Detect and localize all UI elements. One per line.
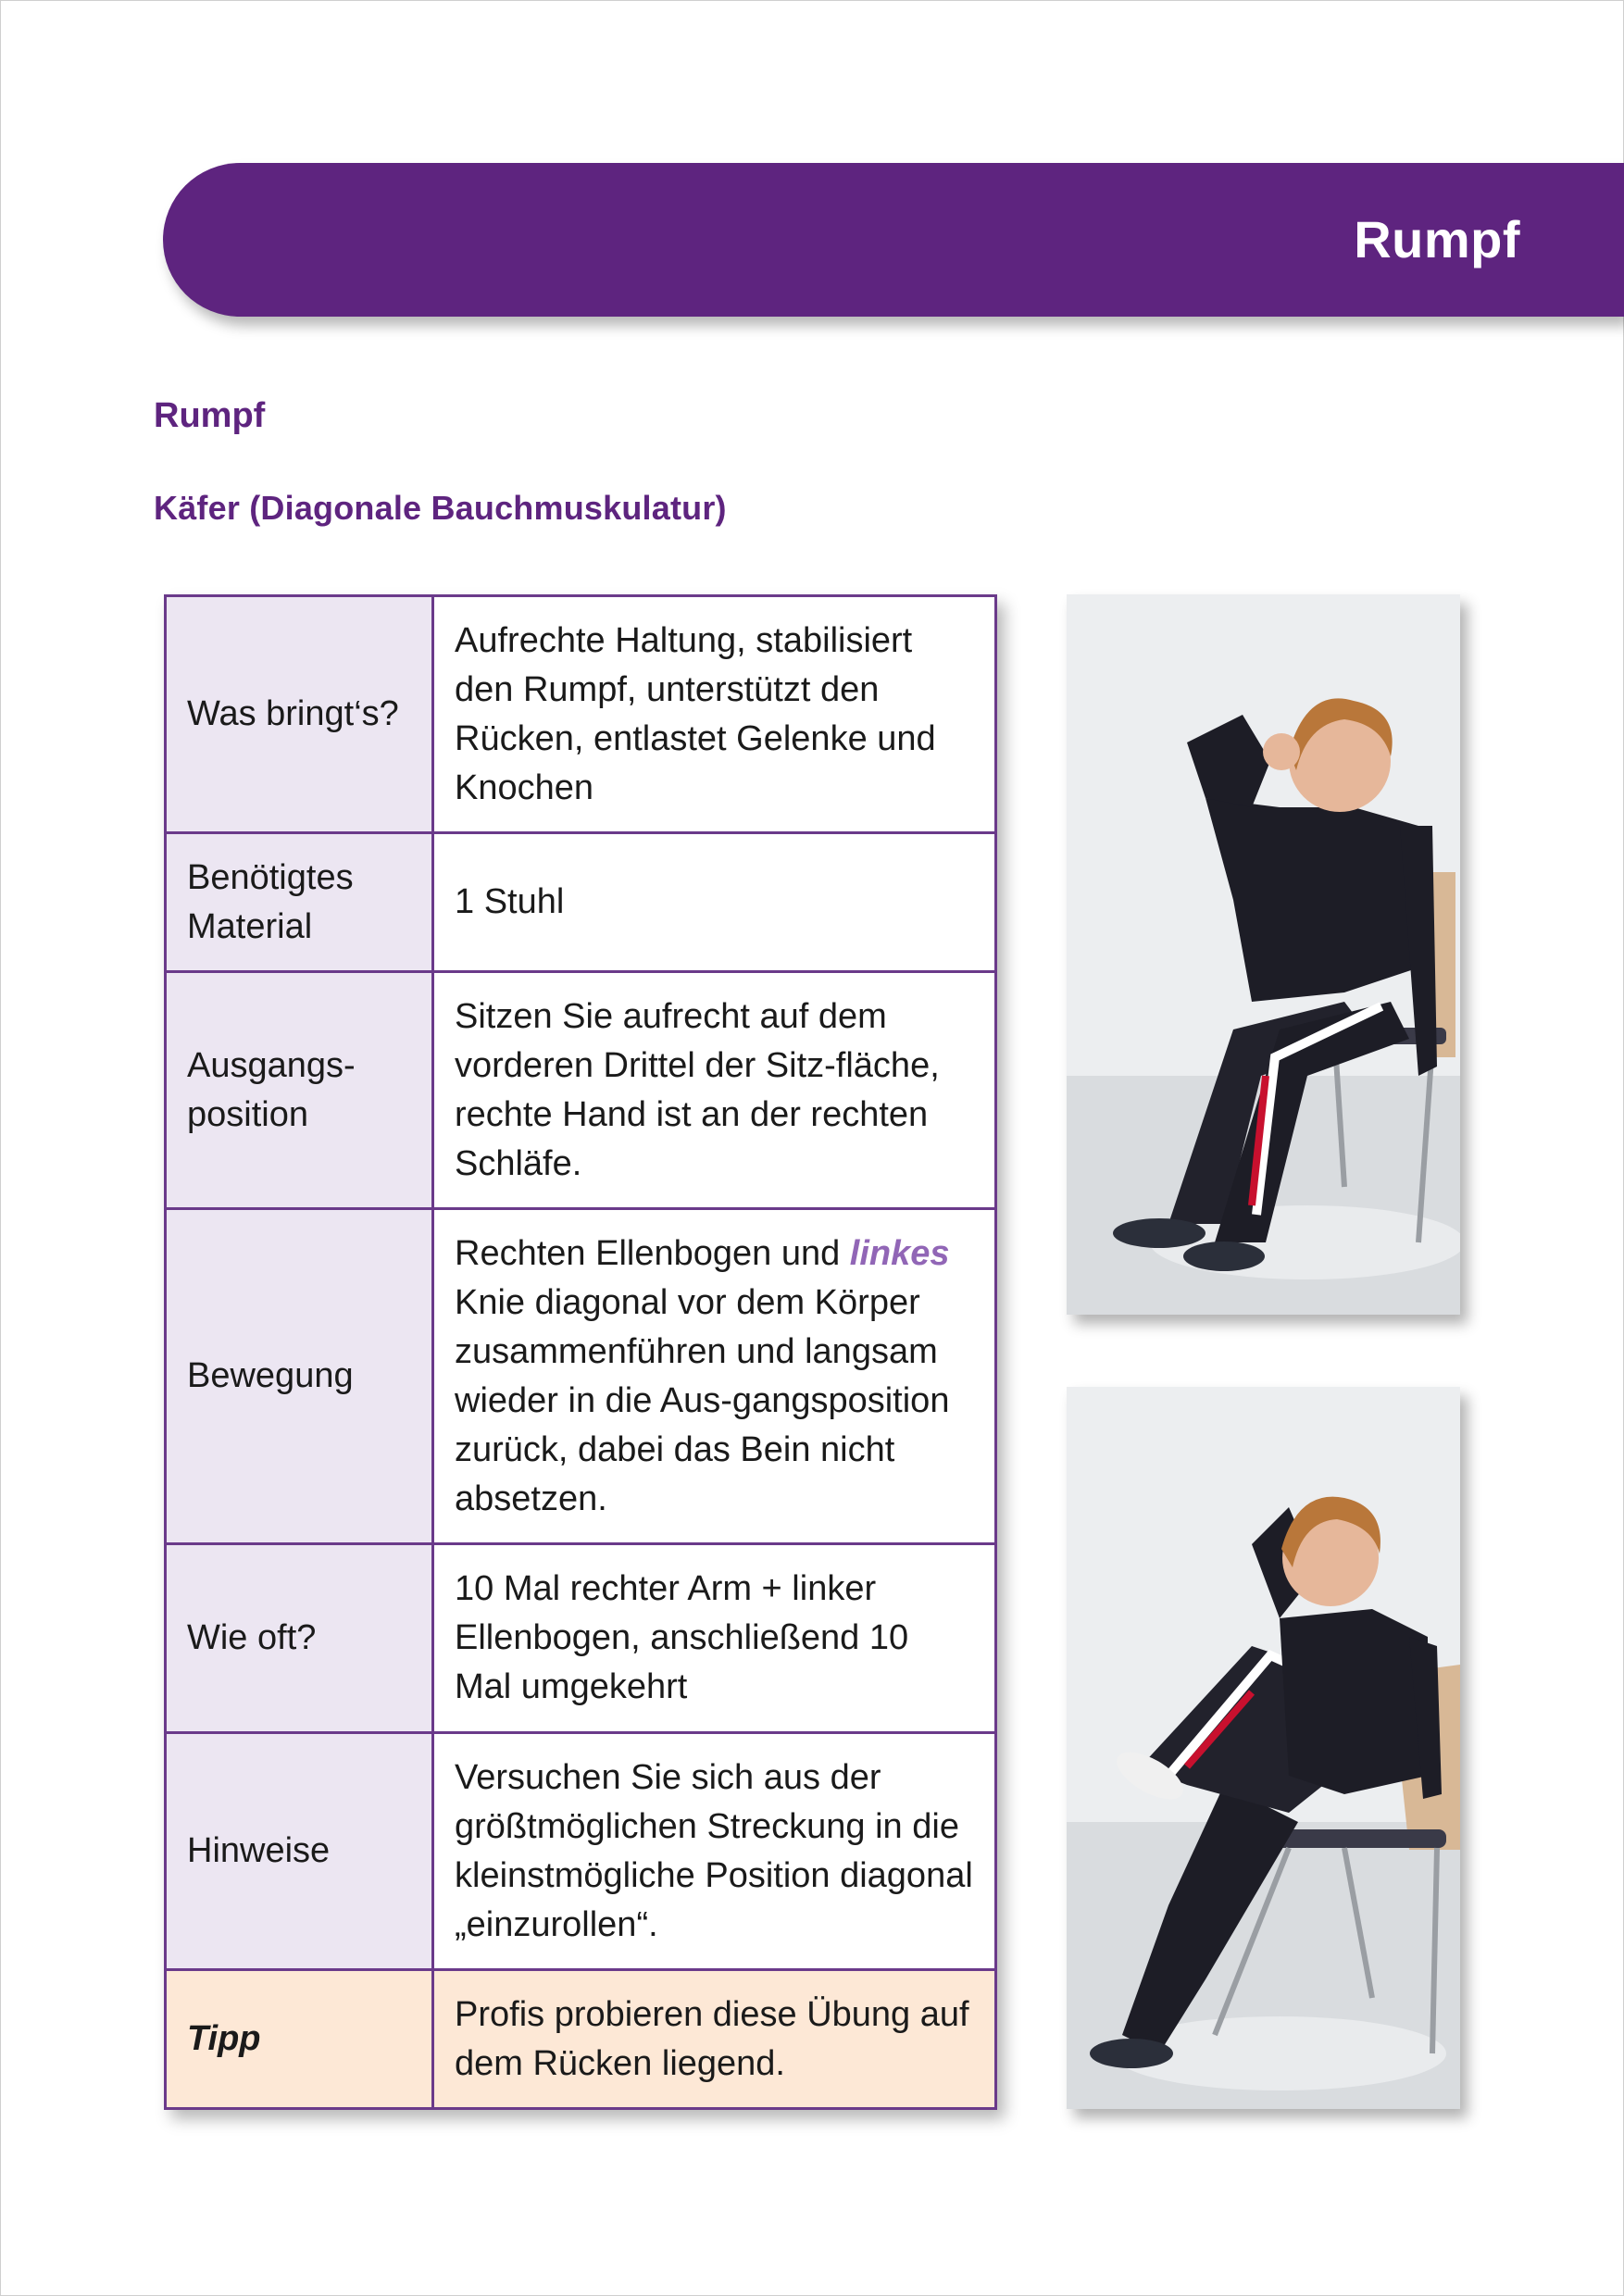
row-value: Versuchen Sie sich aus der größtmöglichen Streckung in die kleinstmögliche Position diagonal „einzurollen“.	[433, 1733, 996, 1970]
section-title: Rumpf	[154, 396, 266, 435]
row-value: 1 Stuhl	[433, 833, 996, 972]
row-label: Tipp	[166, 1970, 433, 2109]
movement-accent-word: linkes	[849, 1233, 950, 1273]
row-label: Ausgangs-position	[166, 972, 433, 1209]
exercise-table	[164, 594, 997, 2110]
movement-text-before: Rechten Ellenbogen und	[455, 1233, 841, 1273]
table-row-start-position	[166, 972, 996, 1209]
row-value: Aufrechte Haltung, stabilisiert den Rumpf, unterstützt den Rücken, entlastet Gelenke und Knochen	[433, 596, 996, 833]
chapter-banner	[163, 163, 1624, 317]
chapter-title: Rumpf	[1354, 210, 1520, 268]
row-label: Was bringt‘s?	[166, 596, 433, 833]
row-label: Hinweise	[166, 1733, 433, 1970]
exercise-title: Käfer (Diagonale Bauchmuskulatur)	[154, 489, 727, 527]
row-label: Bewegung	[166, 1209, 433, 1544]
row-value: Profis probieren diese Übung auf dem Rücken liegend.	[433, 1970, 996, 2109]
exercise-photo-movement	[1067, 1387, 1460, 2109]
row-value	[433, 1209, 996, 1544]
table-row-movement	[166, 1209, 996, 1544]
movement-text-after: Knie diagonal vor dem Körper zusammenführen und langsam wieder in die Aus-gangsposition zurück, dabei das Bein nicht absetzen.	[455, 1282, 950, 1518]
table-row-repetitions	[166, 1544, 996, 1733]
table-row-tip	[166, 1970, 996, 2109]
row-value: Sitzen Sie aufrecht auf dem vorderen Drittel der Sitz-fläche, rechte Hand ist an der rechten Schläfe.	[433, 972, 996, 1209]
table-row-benefit	[166, 596, 996, 833]
table-row-notes	[166, 1733, 996, 1970]
row-label: Wie oft?	[166, 1544, 433, 1733]
row-value: 10 Mal rechter Arm + linker Ellenbogen, anschließend 10 Mal umgekehrt	[433, 1544, 996, 1733]
table-row-material	[166, 833, 996, 972]
row-label: Benötigtes Material	[166, 833, 433, 972]
exercise-photo-start	[1067, 594, 1460, 1315]
